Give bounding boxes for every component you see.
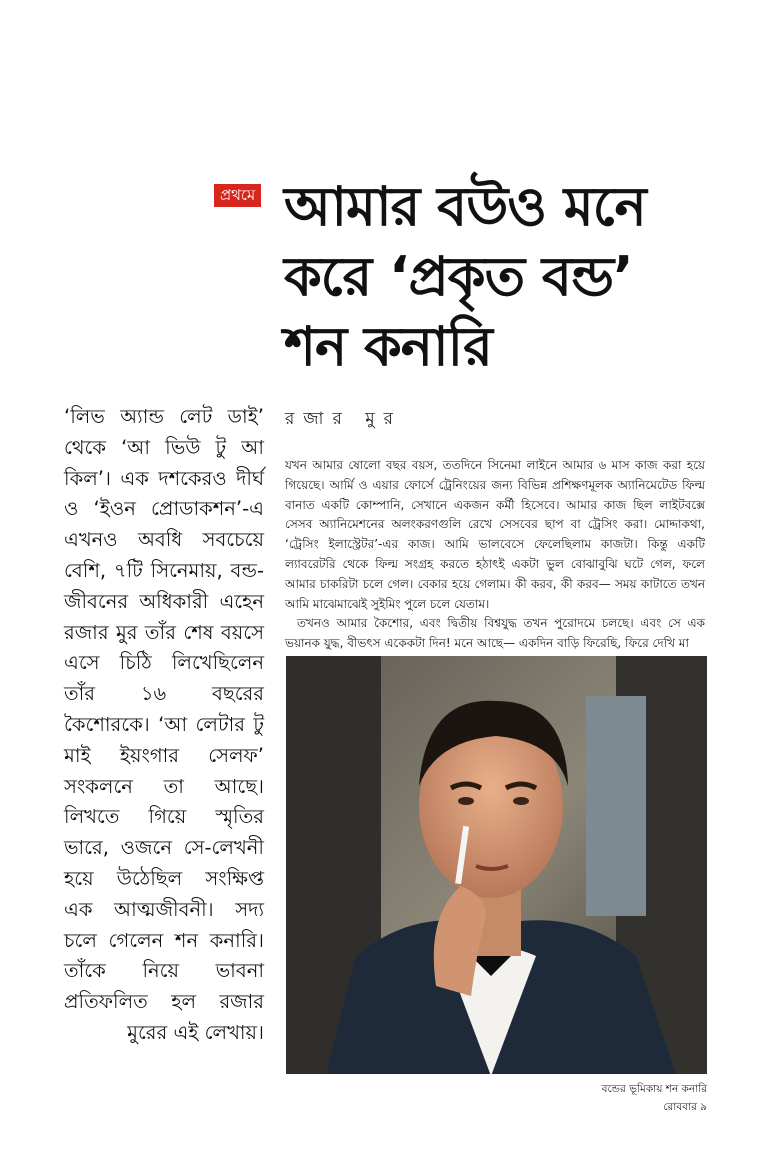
body-paragraph: তখনও আমার কৈশোর, এবং দ্বিতীয় বিশ্বযুদ্ধ তখন পুরোদমে চলছে। এবং সে এক ভয়ানক যুদ্ধ, বীভৎস একেকটা দিন! মনে আছে— একদিন বাড়ি ফিরেছি, ফিরে দেখি মা <box>285 616 705 651</box>
photo-caption: বন্ডের ভূমিকায় শন কনারি <box>601 1083 707 1095</box>
article-photo <box>286 656 707 1074</box>
headline-line: করে ‘প্রকৃত বন্ড’ <box>284 245 633 308</box>
headline <box>284 172 754 382</box>
section-tag: প্রথমে <box>214 184 261 207</box>
page-folio: রোববার ৯ <box>663 1101 707 1113</box>
intro-blurb <box>64 402 264 1049</box>
intro-text: ‘লিভ অ্যান্ড লেট ডাই’ থেকে ‘আ ভিউ টু আ কিল’। এক দশকেরও দীর্ঘ ও ‘ইওন প্রোডাকশন’-এ এখনও অবধি সবচেয়ে বেশি, ৭টি সিনেমায়, বন্ড-জীবনের অধিকারী এহেন রজার মুর তাঁর শেষ বয়সে এসে চিঠি লিখেছিলেন তাঁর ১৬ বছরের কৈশোরকে। ‘আ লেটার টু মাই ইয়ংগার সেলফ’ সংকলনে তা আছে। লিখতে গিয়ে স্মৃতির ভারে, ওজনে সে-লেখনী হয়ে উঠেছিল সংক্ষিপ্ত এক আত্মজীবনী। সদ্য চলে গেলেন শন কনারি। তাঁকে নিয়ে ভাবনা প্রতিফলিত হল রজার মুরের এই লেখায়। <box>64 405 264 1044</box>
article-body <box>285 456 705 654</box>
body-paragraph: যখন আমার ষোলো বছর বয়স, ততদিনে সিনেমা লাইনে আমার ৬ মাস কাজ করা হয়ে গিয়েছে। আর্মি ও এয়ার ফোর্সে ট্রেনিংয়ের জন্য বিভিন্ন প্রশিক্ষণমূলক অ্যানিমেটেড ফিল্ম বানাত একটি কোম্পানি, সেখানে একজন কর্মী হিসেবে। আমার কাজ ছিল লাইটবক্সে সেসব অ্যানিমেশনের অলংকরণগুলি রেখে সেসবের ছাপ বা ট্রেসিং করা। মোদ্দাকথা, ‘ট্রেসিং ইলাস্ট্রেটর’-এর কাজ। আমি ভালবেসে ফেলেছিলাম কাজটা। কিন্তু একটি ল্যাবরেটরি থেকে ফিল্ম সংগ্রহ করতে হঠাৎই একটা ভুল বোঝাবুঝি ঘটে গেল, ফলে আমার চাকরিটা চলে গেল। বেকার হয়ে গেলাম। কী করব, কী করব— সময় কাটাতে তখন আমি মাঝেমাঝেই সুইমিং পুলে চলে যেতাম। <box>285 458 705 611</box>
byline: রজার মুর <box>285 409 403 429</box>
headline-line: শন কনারি <box>284 315 492 378</box>
headline-line: আমার বউও মনে <box>284 175 646 238</box>
